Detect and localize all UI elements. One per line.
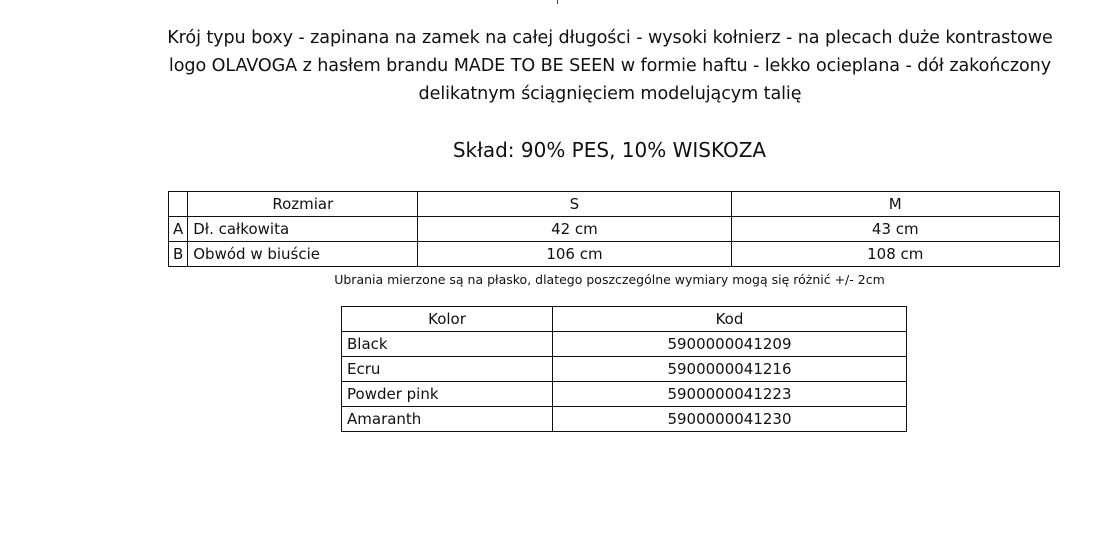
top-edge-mark bbox=[557, 0, 558, 4]
table-row bbox=[169, 217, 1060, 242]
size-s-value: 42 cm bbox=[418, 217, 731, 242]
table-row bbox=[342, 407, 907, 432]
size-header-rozmiar: Rozmiar bbox=[188, 192, 418, 217]
size-m-value: 108 cm bbox=[731, 242, 1059, 267]
color-table-header-row bbox=[342, 307, 907, 332]
composition-heading: Skład: 90% PES, 10% WISKOZA bbox=[452, 138, 767, 162]
row-index: A bbox=[169, 217, 188, 242]
size-m-value: 43 cm bbox=[731, 217, 1059, 242]
size-s-value: 106 cm bbox=[418, 242, 731, 267]
size-header-s: S bbox=[418, 192, 731, 217]
color-name: Ecru bbox=[342, 357, 553, 382]
size-header-index bbox=[169, 192, 188, 217]
color-header-kod: Kod bbox=[553, 307, 907, 332]
size-table bbox=[168, 191, 1060, 267]
table-row bbox=[169, 242, 1060, 267]
color-code: 5900000041209 bbox=[553, 332, 907, 357]
table-row bbox=[342, 332, 907, 357]
color-header-kolor: Kolor bbox=[342, 307, 553, 332]
color-name: Powder pink bbox=[342, 382, 553, 407]
measure-name: Obwód w biuście bbox=[188, 242, 418, 267]
product-description bbox=[120, 24, 1100, 108]
size-header-m: M bbox=[731, 192, 1059, 217]
measurement-note: Ubrania mierzone są na płasko, dlatego poszczególne wymiary mogą się różnić +/- 2cm bbox=[334, 272, 885, 287]
color-code: 5900000041216 bbox=[553, 357, 907, 382]
measure-name: Dł. całkowita bbox=[188, 217, 418, 242]
description-line: logo OLAVOGA z hasłem brandu MADE TO BE SEEN w formie haftu - lekko ocieplana - dół zakończony bbox=[168, 56, 1052, 76]
description-line: delikatnym ściągnięciem modelującym talię bbox=[418, 84, 802, 104]
color-table bbox=[341, 306, 907, 432]
table-row bbox=[342, 357, 907, 382]
row-index: B bbox=[169, 242, 188, 267]
size-table-header-row bbox=[169, 192, 1060, 217]
table-row bbox=[342, 382, 907, 407]
color-code: 5900000041230 bbox=[553, 407, 907, 432]
color-name: Black bbox=[342, 332, 553, 357]
color-code: 5900000041223 bbox=[553, 382, 907, 407]
description-line: Krój typu boxy - zapinana na zamek na całej długości - wysoki kołnierz - na plecach duże kontrastowe bbox=[167, 28, 1053, 48]
color-name: Amaranth bbox=[342, 407, 553, 432]
